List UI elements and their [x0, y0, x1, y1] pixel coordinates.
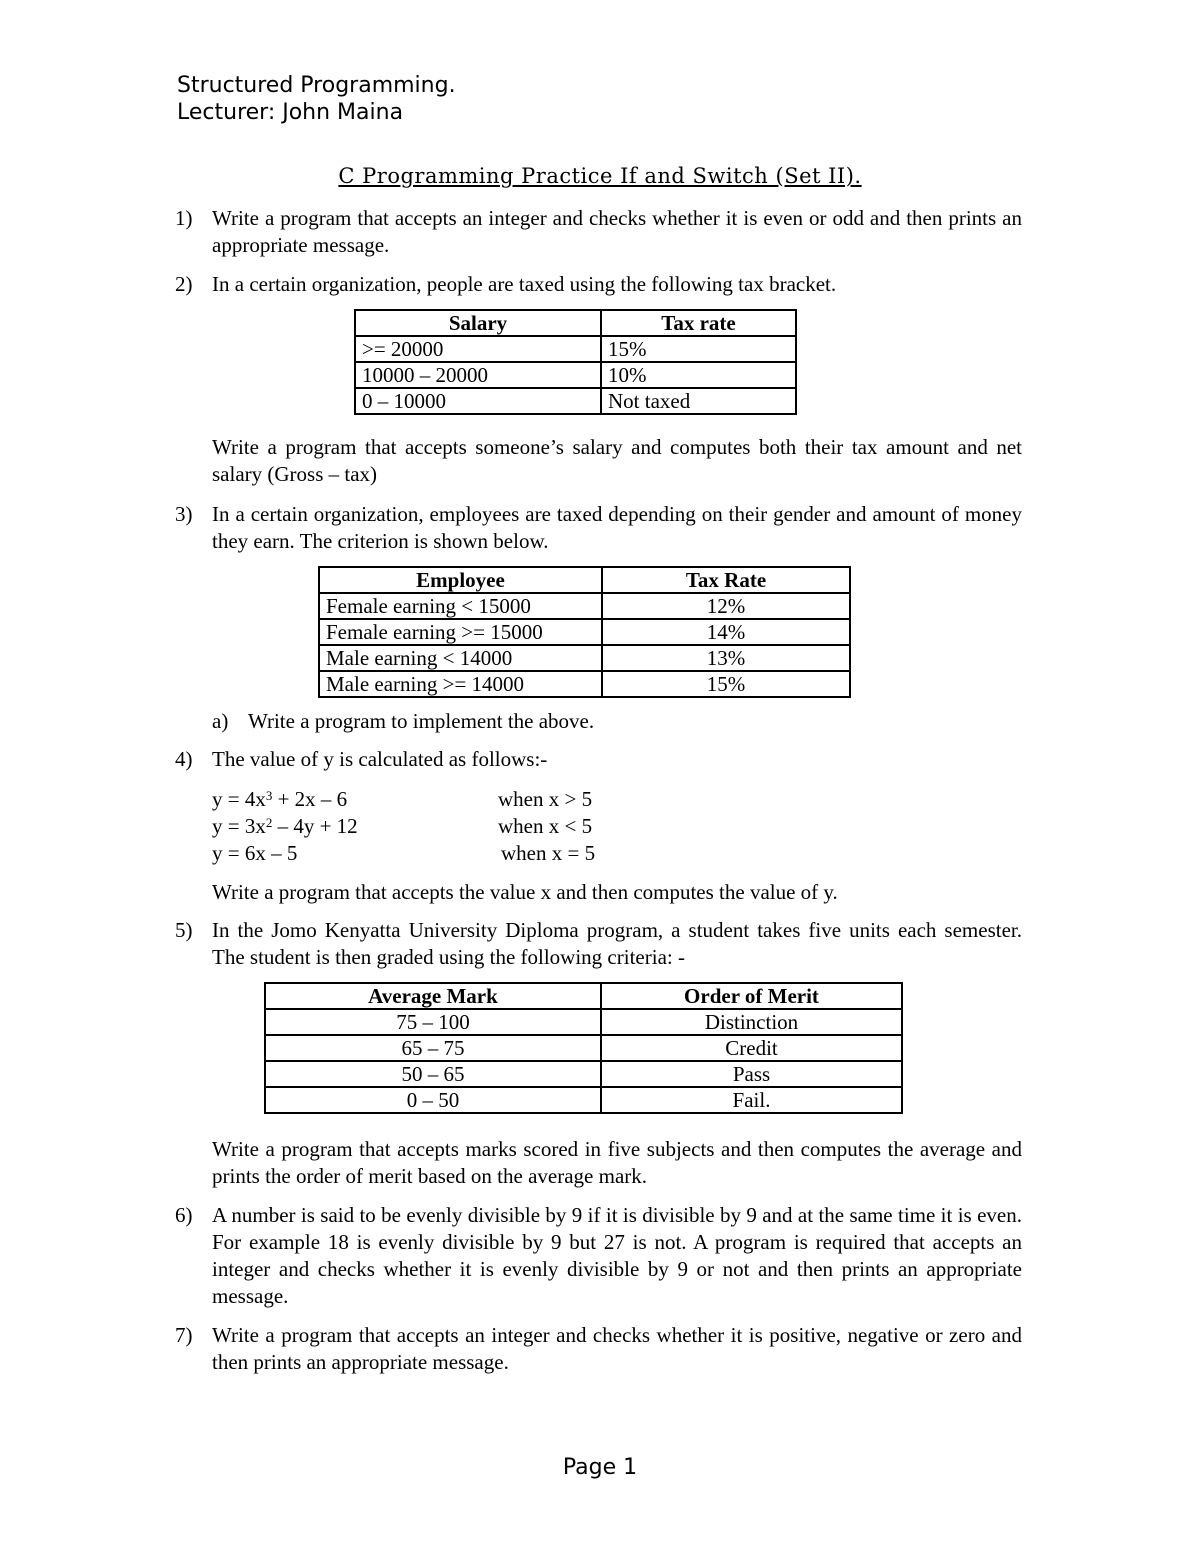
page-title: C Programming Practice If and Switch (Set II). — [338, 164, 862, 188]
table-cell: 65 – 75 — [265, 1035, 601, 1061]
q6-number: 6) — [175, 1203, 193, 1227]
employee-tax-table — [318, 566, 851, 698]
q2-text: In a certain organization, people are taxed using the following tax bracket. — [212, 272, 837, 296]
q1-text: Write a program that accepts an integer and checks whether it is even or odd and then prints an appropriate message. — [212, 206, 1022, 257]
table-row — [319, 671, 850, 697]
table-cell: Male earning >= 14000 — [319, 671, 602, 697]
q5-text: In the Jomo Kenyatta University Diploma program, a student takes five units each semester. The student is then graded using the following criteria: - — [212, 918, 1022, 969]
q4-number: 4) — [175, 747, 193, 771]
table-row — [355, 388, 796, 414]
table-header-row — [319, 567, 850, 593]
table-cell: Male earning < 14000 — [319, 645, 602, 671]
equation-2: $y = 3x^2 - 4y + 12$ — [212, 814, 358, 838]
table-cell: Pass — [601, 1061, 902, 1087]
q3-number: 3) — [175, 502, 193, 526]
table-row — [319, 593, 850, 619]
table-row — [319, 619, 850, 645]
table-cell: 0 – 50 — [265, 1087, 601, 1113]
page-number: Page 1 — [562, 1455, 638, 1480]
table-header-row — [355, 310, 796, 336]
table-header-cell: Salary — [355, 310, 601, 336]
table-cell: 10% — [601, 362, 796, 388]
table-cell: 14% — [602, 619, 850, 645]
equation-1: $y = 4x^3 + 2x - 6$ — [212, 787, 348, 811]
table-row — [319, 645, 850, 671]
table-header-cell: Tax rate — [601, 310, 796, 336]
q5-instruction: Write a program that accepts marks scored in five subjects and then computes the average and prints the order of merit based on the average mark. — [212, 1137, 1022, 1188]
table-cell: Distinction — [601, 1009, 902, 1035]
table-header-cell: Order of Merit — [601, 983, 902, 1009]
table-header-cell: Tax Rate — [602, 567, 850, 593]
q7-text: Write a program that accepts an integer and checks whether it is positive, negative or zero and then prints an appropriate message. — [212, 1323, 1022, 1374]
table-cell: >= 20000 — [355, 336, 601, 362]
q3a-label: a) — [212, 709, 229, 733]
table-cell: 0 – 10000 — [355, 388, 601, 414]
table-row — [355, 336, 796, 362]
table-header-cell: Average Mark — [265, 983, 601, 1009]
table-cell: Fail. — [601, 1087, 902, 1113]
q3a-text: Write a program to implement the above. — [248, 709, 595, 733]
table-cell: 50 – 65 — [265, 1061, 601, 1087]
table-cell: 12% — [602, 593, 850, 619]
lecturer-name: Lecturer: John Maina — [177, 100, 404, 125]
equation-2-condition: when x < 5 — [498, 814, 593, 838]
table-cell: 13% — [602, 645, 850, 671]
table-cell: Not taxed — [601, 388, 796, 414]
table-header-row — [265, 983, 902, 1009]
tax-bracket-table — [354, 309, 797, 415]
q7-number: 7) — [175, 1323, 193, 1347]
table-cell: 10000 – 20000 — [355, 362, 601, 388]
table-row — [265, 1061, 902, 1087]
table-row — [265, 1009, 902, 1035]
table-row — [355, 362, 796, 388]
table-cell: 15% — [601, 336, 796, 362]
table-cell: Female earning >= 15000 — [319, 619, 602, 645]
table-cell: 75 – 100 — [265, 1009, 601, 1035]
table-cell: Credit — [601, 1035, 902, 1061]
q2-instruction: Write a program that accepts someone’s salary and computes both their tax amount and net salary (Gross – tax) — [212, 435, 1022, 486]
q4-text: The value of y is calculated as follows:- — [212, 747, 548, 771]
table-header-cell: Employee — [319, 567, 602, 593]
table-cell: Female earning < 15000 — [319, 593, 602, 619]
q6-text: A number is said to be evenly divisible by 9 if it is divisible by 9 and at the same time it is even. For example 18 is evenly divisible by 9 but 27 is not. A program is required that accepts an integer and checks whether it is evenly divisible by 9 or not and then prints an appropriate message. — [212, 1203, 1022, 1308]
equation-3-condition: when x = 5 — [501, 841, 596, 865]
order-of-merit-table — [264, 982, 903, 1114]
course-title: Structured Programming. — [177, 73, 456, 98]
table-row — [265, 1087, 902, 1113]
table-cell: 15% — [602, 671, 850, 697]
q2-number: 2) — [175, 272, 193, 296]
q3-text: In a certain organization, employees are taxed depending on their gender and amount of money they earn. The criterion is shown below. — [212, 502, 1022, 553]
equation-3: y = 6x – 5 — [212, 841, 298, 865]
q1-number: 1) — [175, 206, 193, 230]
q5-number: 5) — [175, 918, 193, 942]
equation-1-condition: when x > 5 — [498, 787, 593, 811]
table-row — [265, 1035, 902, 1061]
q4-instruction: Write a program that accepts the value x and then computes the value of y. — [212, 880, 838, 904]
